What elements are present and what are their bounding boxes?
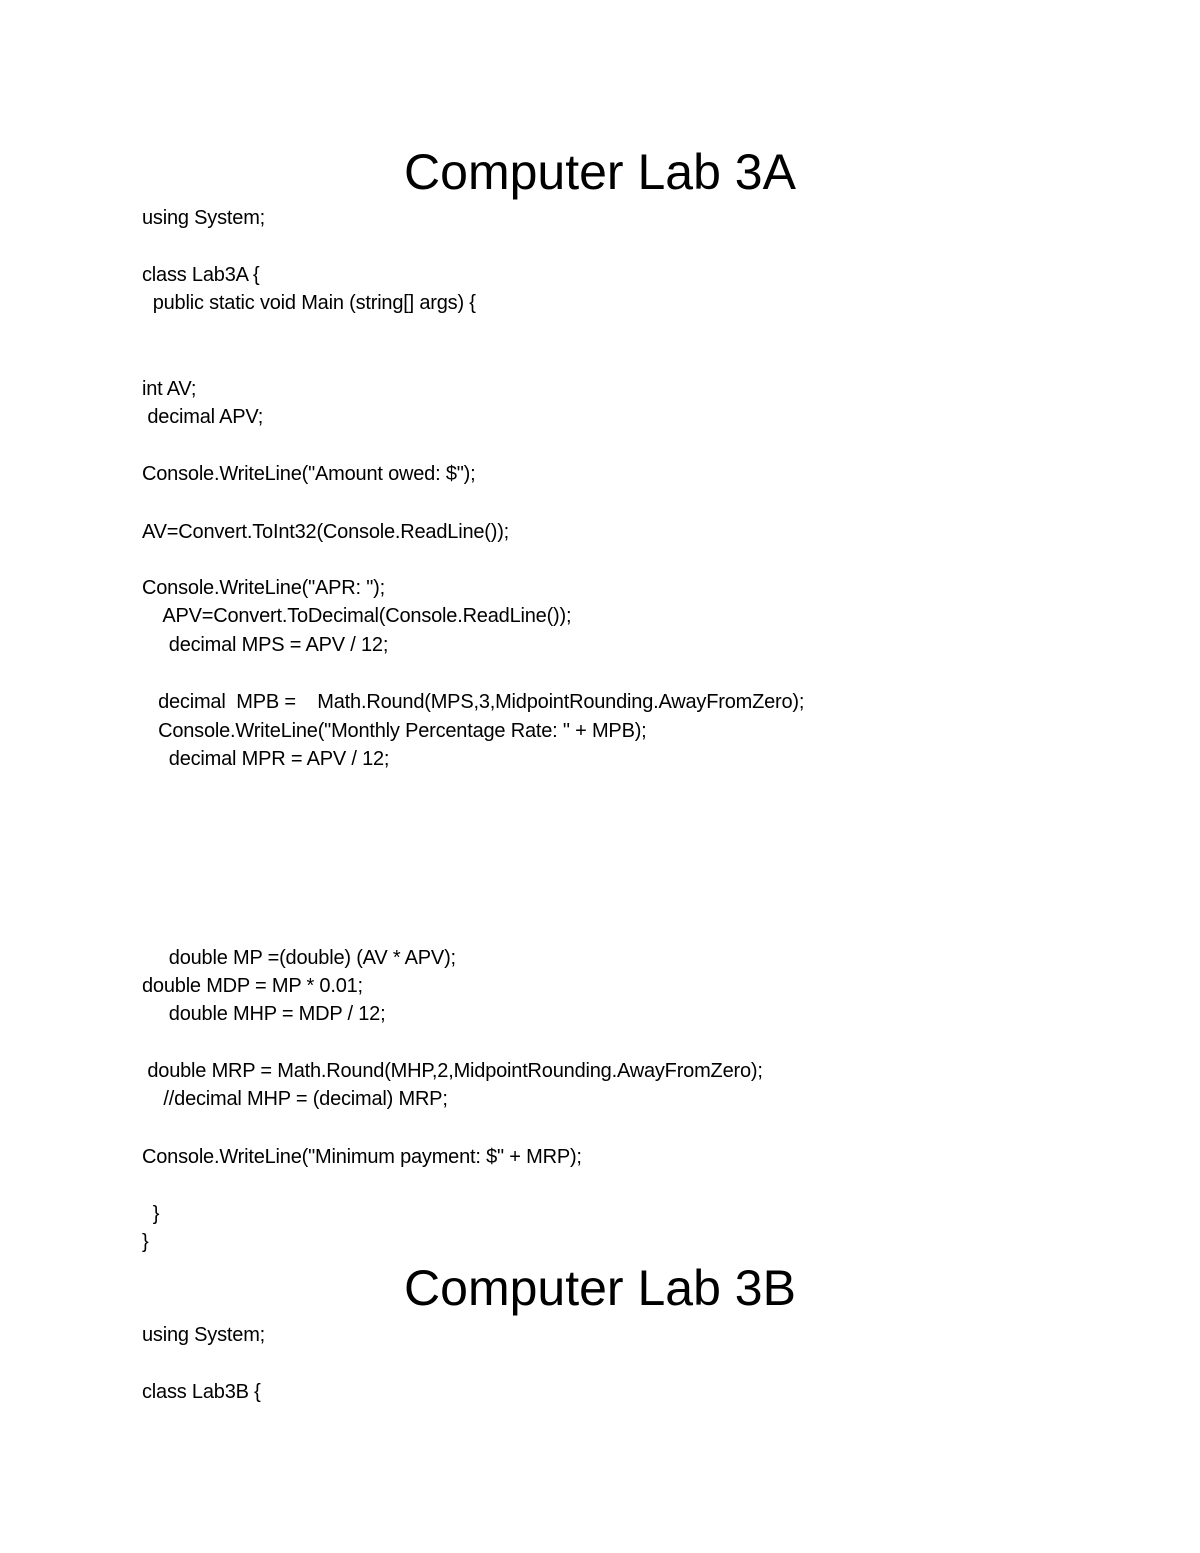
code-line: class Lab3A {: [142, 264, 260, 286]
code-line: double MHP = MDP / 12;: [142, 1003, 386, 1025]
section-b-title: Computer Lab 3B: [404, 1260, 796, 1316]
code-line: }: [142, 1203, 160, 1225]
code-line: public static void Main (string[] args) {: [142, 292, 476, 314]
code-line: AV=Convert.ToInt32(Console.ReadLine());: [142, 521, 510, 543]
code-line: int AV;: [142, 378, 197, 400]
code-line: using System;: [142, 207, 266, 229]
code-line: Console.WriteLine("Amount owed: $");: [142, 463, 476, 485]
code-line: double MRP = Math.Round(MHP,2,MidpointRounding.AwayFromZero);: [142, 1060, 763, 1082]
code-line: double MP =(double) (AV * APV);: [142, 947, 456, 969]
code-line: double MDP = MP * 0.01;: [142, 975, 363, 997]
code-line: using System;: [142, 1324, 266, 1346]
code-line: decimal MPB = Math.Round(MPS,3,MidpointRounding.AwayFromZero);: [142, 691, 805, 713]
code-line: //decimal MHP = (decimal) MRP;: [142, 1088, 448, 1110]
code-line: Console.WriteLine("APR: ");: [142, 577, 385, 599]
section-a-title: Computer Lab 3A: [404, 144, 796, 200]
code-line: decimal MPS = APV / 12;: [142, 634, 389, 656]
code-line: decimal APV;: [142, 406, 264, 428]
code-line: class Lab3B {: [142, 1381, 261, 1403]
code-line: Console.WriteLine("Monthly Percentage Rate: " + MPB);: [142, 720, 647, 742]
code-line: }: [142, 1231, 149, 1253]
code-line: Console.WriteLine("Minimum payment: $" + MRP);: [142, 1146, 582, 1168]
code-line: APV=Convert.ToDecimal(Console.ReadLine());: [142, 605, 572, 627]
code-line: decimal MPR = APV / 12;: [142, 748, 390, 770]
